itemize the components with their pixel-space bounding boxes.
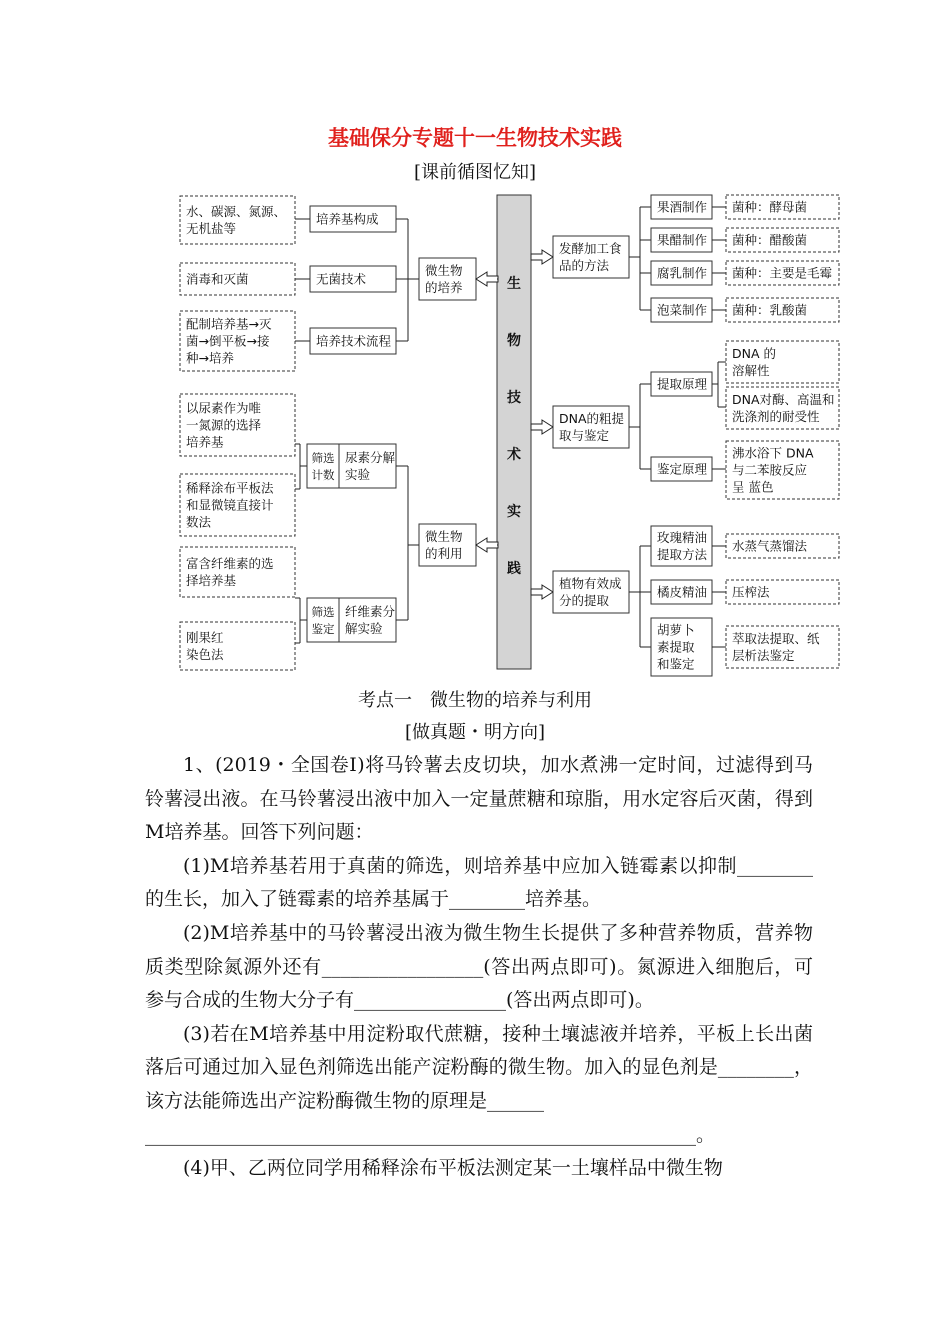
question-intro: 1、(2019・全国卷Ⅰ)将马铃薯去皮切块，加水煮沸一定时间，过滤得到马铃薯浸出液。在马铃薯浸出液中加入一定量蔗糖和琼脂，用水定容后灭菌，得到M培养基。回答下列问题： <box>145 754 813 844</box>
node-use-detail-1-text: 一氮源的选择 <box>186 417 262 433</box>
node-ferment-detail-3-text: 菌种：主要是毛霉 <box>732 265 833 281</box>
node-dna-detail-3-text: 呈 蓝色 <box>732 479 774 495</box>
node-use-detail-1-text: 以尿素作为唯 <box>186 400 262 416</box>
node-microbe-culture-text: 微生物 <box>425 263 463 278</box>
node-culture-2-text: 无菌技术 <box>316 271 367 287</box>
node-use-2-text: 解实验 <box>345 621 383 636</box>
node-plant-1-text: 玫瑰精油 <box>657 530 708 545</box>
screen-label-1: 计数 <box>311 468 335 482</box>
node-use-1-text: 实验 <box>345 467 371 482</box>
node-culture-1-text: 培养基构成 <box>316 211 379 227</box>
node-plant-3-text: 和鉴定 <box>657 656 695 672</box>
node-use-detail-1-text: 培养基 <box>186 434 224 450</box>
node-dna-1-text: 提取原理 <box>657 376 708 392</box>
node-dna-detail-2-text: 洗涤剂的耐受性 <box>732 409 820 424</box>
section-subtitle-2: [做真题・明方向] <box>404 722 546 743</box>
question-part-1: (1)M培养基若用于真菌的筛选，则培养基中应加入链霉素以抑制________的生长，加入了链霉素的培养基属于________培养基。 <box>145 854 813 911</box>
node-culture-detail-1-text: 水、碳源、氮源、 <box>186 204 287 219</box>
node-ferment-3-text: 腐乳制作 <box>657 265 708 281</box>
node-use-detail-4-text: 染色法 <box>186 647 224 662</box>
node-use-detail-4-text: 刚果红 <box>186 630 224 645</box>
node-plant-detail-3-text: 萃取法提取、纸 <box>732 631 820 646</box>
node-ferment-2-text: 果醋制作 <box>657 232 708 248</box>
node-plant-1-text: 提取方法 <box>657 547 708 562</box>
node-plant-detail-2-text: 压榨法 <box>732 584 770 600</box>
node-right-2-text: DNA的粗提 <box>559 411 625 426</box>
center-char: 术 <box>507 447 521 463</box>
node-dna-2-text: 鉴定原理 <box>657 461 708 477</box>
node-culture-detail-1-text: 无机盐等 <box>186 221 237 236</box>
node-right-2-text: 取与鉴定 <box>559 428 610 443</box>
node-microbe-use-text: 微生物 <box>425 529 463 544</box>
node-dna-detail-1-text: DNA 的 <box>732 346 777 361</box>
node-use-detail-2-text: 和显微镜直接计 <box>186 497 274 513</box>
center-bar <box>497 195 531 669</box>
node-culture-detail-3-text: 菌→倒平板→接 <box>186 333 270 349</box>
hollow-arrow <box>531 250 553 264</box>
node-use-detail-3-text: 择培养基 <box>186 573 237 588</box>
node-ferment-detail-1-text: 菌种：酵母菌 <box>732 199 808 215</box>
node-right-3-text: 植物有效成 <box>559 576 622 591</box>
node-ferment-4-text: 泡菜制作 <box>657 302 708 318</box>
node-use-detail-2-text: 数法 <box>186 514 212 530</box>
node-dna-detail-1-text: 溶解性 <box>732 363 770 378</box>
node-culture-detail-2-text: 消毒和灭菌 <box>186 271 249 287</box>
node-microbe-use-text: 的利用 <box>425 546 463 561</box>
node-dna-detail-3-text: 与二苯胺反应 <box>732 462 808 478</box>
node-ferment-detail-4-text: 菌种：乳酸菌 <box>732 302 808 318</box>
node-use-detail-2-text: 稀释涂布平板法 <box>186 480 274 496</box>
hollow-arrow <box>476 272 498 286</box>
node-dna-detail-2-text: DNA对酶、高温和 <box>732 392 835 407</box>
node-right-1-text: 品的方法 <box>559 258 610 273</box>
node-plant-detail-3-text: 层析法鉴定 <box>732 648 795 663</box>
question-part-3-line-2: __________________________________________________________。 <box>145 1123 716 1146</box>
node-plant-detail-1-text: 水蒸气蒸馏法 <box>732 538 808 554</box>
node-culture-detail-3-text: 种→培养 <box>186 350 234 366</box>
node-use-detail-3-text: 富含纤维素的选 <box>186 556 274 571</box>
center-char: 实 <box>507 504 521 520</box>
node-right-3-text: 分的提取 <box>559 593 610 608</box>
hollow-arrow <box>531 585 553 599</box>
screen-label-2: 鉴定 <box>311 622 335 636</box>
question-part-2: (2)M培养基中的马铃薯浸出液为微生物生长提供了多种营养物质，营养物质类型除氮源外还有_________________(答出两点即可)。氮源进入细胞后，可参与合成的生物大分子有________________(答出两点即可)。 <box>145 921 813 1012</box>
node-plant-3-text: 胡萝卜 <box>657 622 695 638</box>
section-title: 考点一 微生物的培养与利用 <box>358 690 592 711</box>
node-plant-2-text: 橘皮精油 <box>657 584 708 600</box>
screen-label-2: 筛选 <box>311 605 335 619</box>
node-dna-detail-3-text: 沸水浴下 DNA <box>732 445 814 461</box>
hollow-arrow <box>476 538 498 552</box>
node-plant-3-text: 素提取 <box>657 639 695 655</box>
node-right-1-text: 发酵加工食 <box>559 241 622 256</box>
question-part-3: (3)若在M培养基中用淀粉取代蔗糖，接种土壤滤液并培养，平板上长出菌落后可通过加入显色剂筛选出能产淀粉酶的微生物。加入的显色剂是________，该方法能筛选出产淀粉酶微生物的原理是______ <box>145 1022 813 1112</box>
node-use-detail-3-box <box>180 547 295 597</box>
section-subtitle: [课前循图忆知] <box>413 162 537 183</box>
page-title: 基础保分专题十一生物技术实践 <box>328 125 622 150</box>
screen-label-1: 筛选 <box>311 451 335 465</box>
question-block <box>145 749 813 1186</box>
node-culture-detail-3-text: 配制培养基→灭 <box>186 316 272 332</box>
node-microbe-culture-text: 的培养 <box>425 280 463 295</box>
hollow-arrow <box>531 420 553 434</box>
node-use-1-text: 尿素分解 <box>345 450 396 465</box>
node-ferment-1-text: 果酒制作 <box>657 199 708 215</box>
question-part-4: (4)甲、乙两位同学用稀释涂布平板法测定某一土壤样品中微生物 <box>183 1157 723 1180</box>
node-ferment-detail-2-text: 菌种：醋酸菌 <box>732 232 808 248</box>
node-use-2-text: 纤维素分 <box>345 604 396 619</box>
center-char: 物 <box>507 333 521 349</box>
center-char: 技 <box>507 390 521 406</box>
center-char: 践 <box>507 561 521 577</box>
center-char: 生 <box>507 276 521 292</box>
node-culture-3-text: 培养技术流程 <box>316 333 392 349</box>
